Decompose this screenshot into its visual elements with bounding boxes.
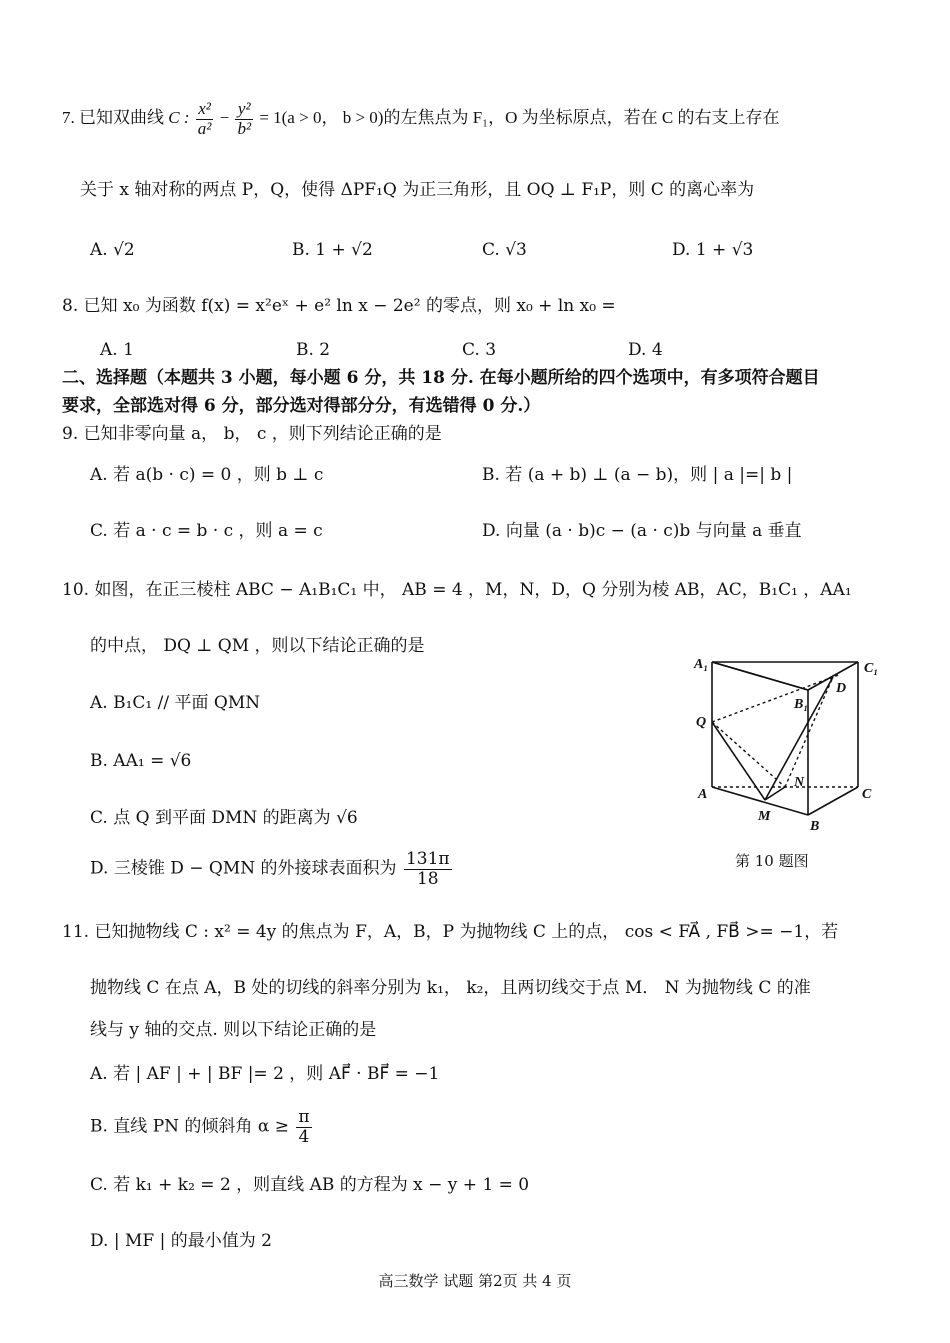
section2-header-line2: 要求，全部选对得 6 分，部分选对得部分分，有选错得 0 分.）	[62, 396, 541, 416]
label-c: C	[862, 787, 872, 802]
q10-option-c: C. 点 Q 到平面 DMN 的距离为 √6	[90, 808, 358, 828]
prism-figure	[690, 652, 890, 842]
label-q: Q	[696, 715, 707, 730]
q11-option-b	[90, 1108, 314, 1146]
q10-option-d-num: 131π	[405, 849, 450, 869]
q8-option-a: A. 1	[100, 340, 134, 360]
q7-frac2-num: y²	[235, 100, 253, 120]
q7-option-c: C. √3	[482, 240, 527, 260]
q7-line1	[62, 100, 779, 138]
label-d: D	[836, 681, 847, 696]
label-b: B	[810, 819, 820, 834]
q10-option-d-den: 18	[416, 868, 439, 889]
q8-option-d: D. 4	[628, 340, 663, 360]
q11-option-b-frac	[296, 1108, 311, 1146]
q7-frac1-num: x²	[196, 100, 214, 120]
q7-minus: −	[219, 108, 230, 128]
page-footer: 高三数学 试题 第2页 共 4 页	[378, 1272, 572, 1290]
q7-frac2	[235, 100, 253, 138]
q7-pre: 已知双曲线	[79, 108, 164, 128]
q7-option-d: D. 1 + √3	[672, 240, 754, 260]
label-n: N	[794, 775, 805, 790]
q8-option-c: C. 3	[462, 340, 497, 360]
q10-option-a: A. B₁C₁ // 平面 QMN	[90, 693, 261, 713]
label-m: M	[758, 809, 771, 824]
q11-line2: 抛物线 C 在点 A，B 处的切线的斜率分别为 k₁， k₂，且两切线交于点 M． N 为抛物线 C 的准	[90, 978, 811, 998]
q11-option-d: D. | MF | 的最小值为 2	[90, 1231, 272, 1251]
q8-option-b: B. 2	[296, 340, 331, 360]
q9-option-c: C. 若 a · c = b · c ，则 a = c	[90, 521, 323, 541]
q7-line2: 关于 x 轴对称的两点 P，Q，使得 ΔPF₁Q 为正三角形，且 OQ ⊥ F₁P，则 C 的离心率为	[80, 180, 755, 200]
q10-option-d-text: D. 三棱锥 D − QMN 的外接球表面积为	[90, 858, 397, 879]
q7-frac1-den: a²	[197, 118, 212, 138]
section2-header-line1: 二、选择题（本题共 3 小题，每小题 6 分，共 18 分. 在每小题所给的四个选项中，有多项符合题目	[62, 368, 820, 388]
q10-line2: 的中点， DQ ⊥ QM ，则以下结论正确的是	[90, 636, 425, 656]
q10-option-d-frac	[404, 850, 452, 888]
q11-line3: 线与 y 轴的交点. 则以下结论正确的是	[90, 1020, 377, 1040]
q7-number: 7.	[62, 108, 75, 128]
label-b1: B₁	[794, 697, 809, 712]
q7-frac2-den: b²	[237, 118, 252, 138]
q11-option-a: A. 若 | AF | + | BF |= 2 ，则 AF⃗ · BF⃗ = −1	[90, 1064, 440, 1084]
q7-option-b: B. 1 + √2	[292, 240, 373, 260]
q7-eq-left: C :	[168, 108, 190, 128]
q11-option-b-den: 4	[298, 1126, 310, 1147]
q9-option-a: A. 若 a(b · c) = 0 ，则 b ⊥ c	[90, 465, 324, 485]
q11-option-c: C. 若 k₁ + k₂ = 2 ，则直线 AB 的方程为 x − y + 1 = 0	[90, 1175, 530, 1195]
q11-option-b-num: π	[298, 1107, 310, 1127]
q9-option-b: B. 若 (a + b) ⊥ (a − b)，则 | a |=| b |	[482, 465, 793, 485]
q10-option-b: B. AA₁ = √6	[90, 751, 192, 771]
q11-line1: 11. 已知抛物线 C : x² = 4y 的焦点为 F，A，B，P 为抛物线 C 上的点， cos < FA⃗ , FB⃗ >= −1，若	[62, 922, 839, 942]
q10-option-d	[90, 850, 454, 888]
label-a: A	[698, 787, 708, 802]
q7-post: 的左焦点为 F₁，O 为坐标原点，若在 C 的右支上存在	[383, 108, 780, 128]
q8-line1: 8. 已知 x₀ 为函数 f(x) = x²eˣ + e² ln x − 2e² 的零点，则 x₀ + ln x₀ =	[62, 296, 616, 316]
q7-option-a: A. √2	[90, 240, 135, 260]
q9-option-d: D. 向量 (a · b)c − (a · c)b 与向量 a 垂直	[482, 521, 802, 541]
label-c1: C₁	[864, 661, 879, 676]
q11-option-b-text: B. 直线 PN 的倾斜角 α ≥	[90, 1116, 289, 1137]
q9-line1: 9. 已知非零向量 a， b， c ，则下列结论正确的是	[62, 424, 442, 444]
q7-frac1	[196, 100, 214, 138]
figure-caption: 第 10 题图	[735, 852, 809, 870]
label-a1: A₁	[694, 657, 709, 672]
q7-eq-right: = 1(a > 0， b > 0)	[259, 108, 384, 128]
q10-line1: 10. 如图，在正三棱柱 ABC − A₁B₁C₁ 中， AB = 4 ，M，N，D，Q 分别为棱 AB，AC，B₁C₁ ，AA₁	[62, 580, 852, 600]
